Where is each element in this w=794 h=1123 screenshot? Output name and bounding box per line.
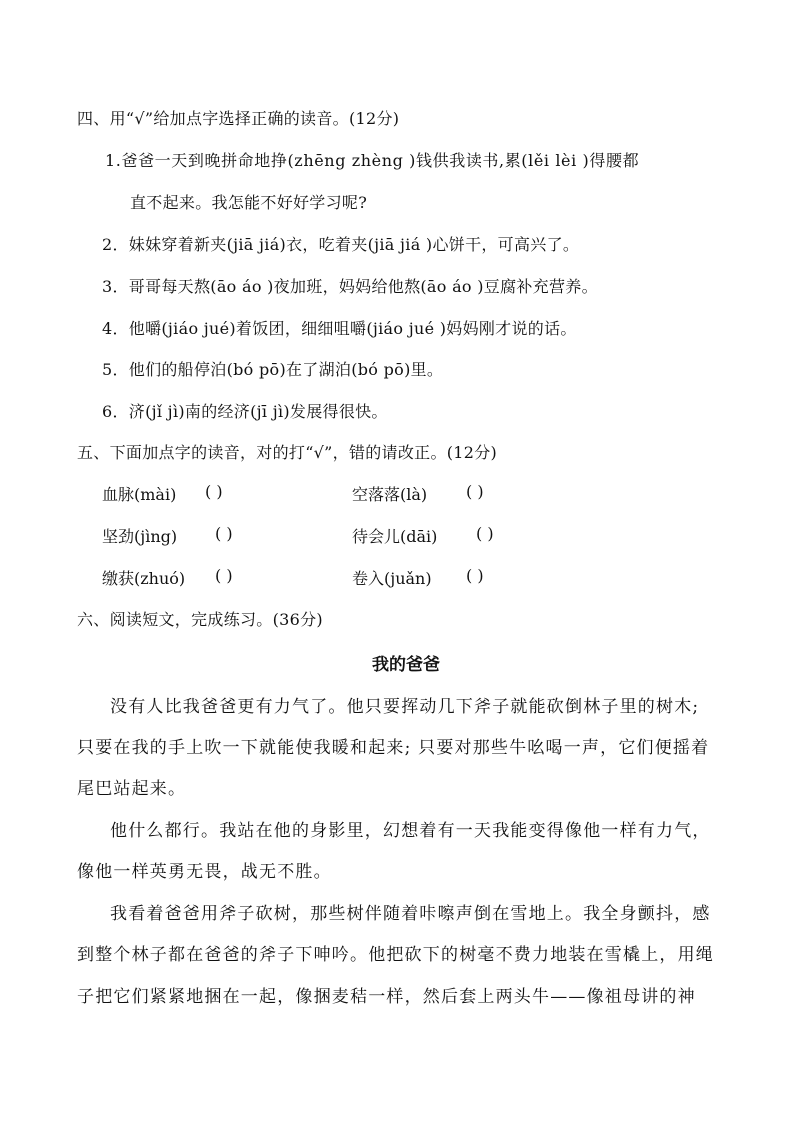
section5-word: 待会儿(dāi)	[352, 527, 438, 546]
answer-blank[interactable]: ( )	[476, 524, 494, 543]
answer-blank[interactable]: ( )	[215, 566, 233, 585]
section4-item-5: 5．他们的船停泊(bó pō)在了湖泊(bó pō)里。	[102, 360, 444, 379]
answer-blank[interactable]: ( )	[466, 566, 484, 585]
section4-item-1-cont: 直不起来。我怎能不好好学习呢?	[130, 193, 368, 212]
passage-line: 到整个林子都在爸爸的斧子下呻吟。他把砍下的树毫不费力地装在雪橇上，用绳	[77, 945, 714, 965]
section4-item-3: 3．哥哥每天熬(āo áo )夜加班，妈妈给他熬(āo áo )豆腐补充营养。	[102, 277, 598, 296]
passage-line: 只要在我的手上吹一下就能使我暖和起来; 只要对那些牛吆喝一声，它们便摇着	[77, 738, 710, 758]
section5-word: 缴获(zhuó)	[102, 569, 186, 588]
section4-item-6: 6．济(jǐ jì)南的经济(jī jì)发展得很快。	[102, 402, 388, 421]
passage-title: 我的爸爸	[372, 655, 440, 675]
passage-line: 像他一样英勇无畏，战无不胜。	[77, 862, 332, 882]
answer-blank[interactable]: ( )	[466, 482, 484, 501]
passage-line: 我看着爸爸用斧子砍树，那些树伴随着咔嚓声倒在雪地上。我全身颤抖，感	[110, 904, 711, 924]
section6-heading: 六、阅读短文，完成练习。(36分)	[77, 610, 323, 629]
section5-word: 卷入(juǎn)	[352, 569, 432, 588]
passage-line: 他什么都行。我站在他的身影里，幻想着有一天我能变得像他一样有力气，	[110, 821, 711, 841]
section5-word: 血脉(mài)	[102, 485, 177, 504]
section5-word: 空落落(là)	[352, 485, 428, 504]
passage-line: 尾巴站起来。	[77, 779, 187, 799]
section4-item-4: 4．他嚼(jiáo jué)着饭团，细细咀嚼(jiáo jué )妈妈刚才说的话。	[102, 319, 577, 338]
section5-word: 坚劲(jìng)	[102, 527, 178, 546]
answer-blank[interactable]: ( )	[205, 482, 223, 501]
section4-item-1: 1.爸爸一天到晚拼命地挣(zhēng zhèng )钱供我读书,累(lěi lèi )得腰都	[105, 151, 640, 170]
section4-heading: 四、用“√”给加点字选择正确的读音。(12分)	[77, 109, 400, 128]
passage-line: 子把它们紧紧地捆在一起，像捆麦秸一样，然后套上两头牛——像祖母讲的神	[77, 987, 696, 1007]
passage-line: 没有人比我爸爸更有力气了。他只要挥动几下斧子就能砍倒林子里的树木;	[110, 697, 700, 717]
answer-blank[interactable]: ( )	[215, 524, 233, 543]
section4-item-2: 2．妹妹穿着新夹(jiā jiá)衣，吃着夹(jiā jiá )心饼干，可高兴了。	[102, 235, 580, 254]
section5-heading: 五、下面加点字的读音，对的打“√”，错的请改正。(12分)	[77, 443, 498, 462]
